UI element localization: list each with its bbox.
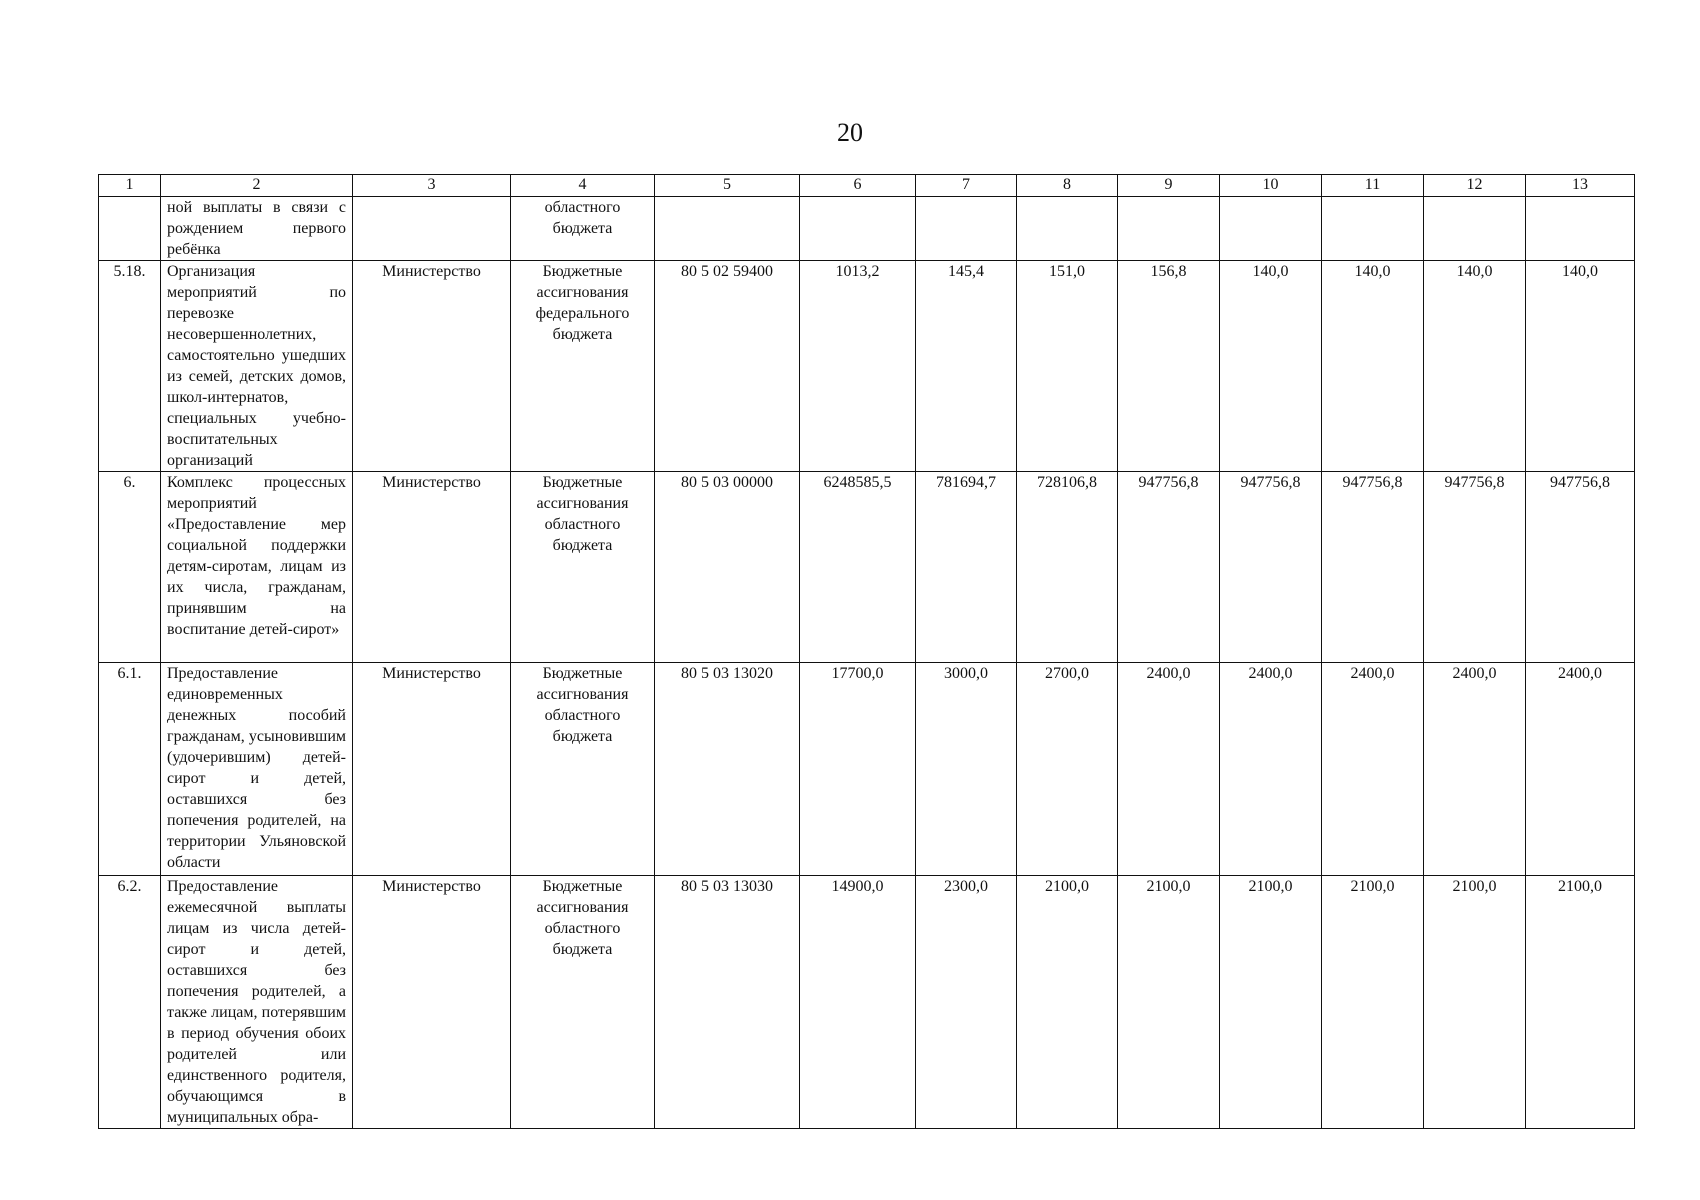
amount-cell: 1013,2 [800, 261, 916, 472]
amount-cell: 728106,8 [1017, 472, 1118, 663]
amount-cell: 947756,8 [1220, 472, 1322, 663]
column-header: 10 [1220, 175, 1322, 197]
amount-cell: 2100,0 [1118, 876, 1220, 1129]
column-header: 5 [655, 175, 800, 197]
column-header: 9 [1118, 175, 1220, 197]
amount-cell: 947756,8 [1526, 472, 1635, 663]
column-header: 12 [1424, 175, 1526, 197]
amount-cell: 947756,8 [1322, 472, 1424, 663]
amount-cell: 947756,8 [1424, 472, 1526, 663]
amount-cell [1424, 197, 1526, 261]
column-header: 13 [1526, 175, 1635, 197]
amount-cell: 17700,0 [800, 663, 916, 876]
table-row [99, 876, 1635, 1129]
budget-table [98, 174, 1635, 1129]
amount-cell: 140,0 [1424, 261, 1526, 472]
amount-cell: 2700,0 [1017, 663, 1118, 876]
amount-cell: 6248585,5 [800, 472, 916, 663]
column-header: 8 [1017, 175, 1118, 197]
amount-cell [1118, 197, 1220, 261]
column-header: 11 [1322, 175, 1424, 197]
measure-name: ной выплаты в связи с рождением первого ребёнка [161, 197, 353, 261]
amount-cell: 2400,0 [1424, 663, 1526, 876]
executor: Министерство [353, 663, 511, 876]
column-header: 6 [800, 175, 916, 197]
row-number [99, 197, 161, 261]
executor [353, 197, 511, 261]
amount-cell [1526, 197, 1635, 261]
budget-code: 80 5 03 13030 [655, 876, 800, 1129]
row-number: 6. [99, 472, 161, 663]
amount-cell [1017, 197, 1118, 261]
executor: Министерство [353, 261, 511, 472]
amount-cell [1220, 197, 1322, 261]
amount-cell: 2100,0 [1017, 876, 1118, 1129]
budget-code [655, 197, 800, 261]
amount-cell: 2300,0 [916, 876, 1017, 1129]
amount-cell: 2400,0 [1526, 663, 1635, 876]
column-header: 1 [99, 175, 161, 197]
measure-name: Комплекс процессных мероприятий «Предоставление мер социальной поддержки детям-сиротам, лицам из их числа, гражданам, принявшим на воспитание детей-сирот» [161, 472, 353, 663]
amount-cell [916, 197, 1017, 261]
amount-cell: 3000,0 [916, 663, 1017, 876]
column-header: 7 [916, 175, 1017, 197]
row-number: 6.2. [99, 876, 161, 1129]
page-number: 20 [837, 118, 863, 147]
column-header: 3 [353, 175, 511, 197]
measure-name: Предоставление единовременных денежных пособий гражданам, усыновившим (удочерившим) детей-сирот и детей, оставшихся без попечения родителей, на территории Ульяновской области [161, 663, 353, 876]
amount-cell [800, 197, 916, 261]
budget-code: 80 5 03 13020 [655, 663, 800, 876]
amount-cell: 2400,0 [1220, 663, 1322, 876]
amount-cell: 2100,0 [1526, 876, 1635, 1129]
amount-cell: 156,8 [1118, 261, 1220, 472]
amount-cell: 2400,0 [1322, 663, 1424, 876]
column-header: 2 [161, 175, 353, 197]
budget-code: 80 5 02 59400 [655, 261, 800, 472]
table-row [99, 472, 1635, 663]
amount-cell: 14900,0 [800, 876, 916, 1129]
amount-cell: 2400,0 [1118, 663, 1220, 876]
budget-code: 80 5 03 00000 [655, 472, 800, 663]
measure-name: Организация мероприятий по перевозке несовершеннолетних, самостоятельно ушедших из семей, детских домов, школ-интернатов, специальных учебно-воспитательных организаций [161, 261, 353, 472]
amount-cell: 140,0 [1526, 261, 1635, 472]
executor: Министерство [353, 876, 511, 1129]
table-row [99, 261, 1635, 472]
amount-cell: 781694,7 [916, 472, 1017, 663]
amount-cell [1322, 197, 1424, 261]
amount-cell: 947756,8 [1118, 472, 1220, 663]
table-row [99, 197, 1635, 261]
row-number: 6.1. [99, 663, 161, 876]
funding-source: Бюджетные ассигнования областного бюджета [511, 876, 655, 1129]
column-header: 4 [511, 175, 655, 197]
measure-name: Предоставление ежемесячной выплаты лицам из числа детей-сирот и детей, оставшихся без попечения родителей, а также лицам, потерявшим в период обучения обоих родителей или единственного родителя, обучающимся в муниципальных обра- [161, 876, 353, 1129]
table-row [99, 663, 1635, 876]
amount-cell: 140,0 [1322, 261, 1424, 472]
amount-cell: 2100,0 [1424, 876, 1526, 1129]
funding-source: областного бюджета [511, 197, 655, 261]
row-number: 5.18. [99, 261, 161, 472]
amount-cell: 151,0 [1017, 261, 1118, 472]
column-number-row [99, 175, 1635, 197]
executor: Министерство [353, 472, 511, 663]
amount-cell: 140,0 [1220, 261, 1322, 472]
amount-cell: 145,4 [916, 261, 1017, 472]
amount-cell: 2100,0 [1220, 876, 1322, 1129]
funding-source: Бюджетные ассигнования областного бюджета [511, 663, 655, 876]
funding-source: Бюджетные ассигнования федерального бюджета [511, 261, 655, 472]
funding-source: Бюджетные ассигнования областного бюджета [511, 472, 655, 663]
amount-cell: 2100,0 [1322, 876, 1424, 1129]
